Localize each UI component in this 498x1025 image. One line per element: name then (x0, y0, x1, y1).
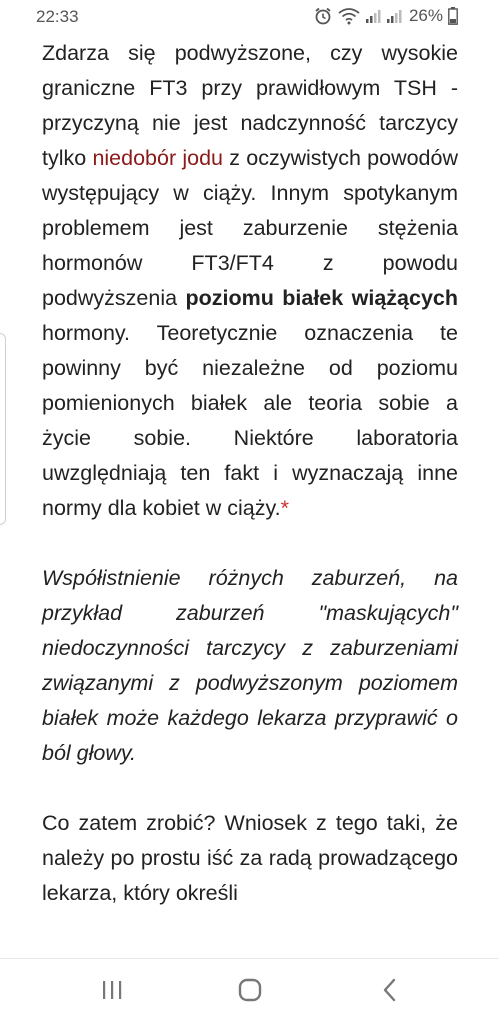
home-icon (237, 977, 263, 1008)
alarm-icon (313, 6, 333, 26)
navigation-bar (0, 958, 498, 1025)
footnote-star: * (280, 496, 289, 520)
edge-panel-handle[interactable] (0, 333, 6, 525)
back-icon (379, 977, 401, 1008)
battery-percent: 26% (408, 6, 443, 25)
p1-text-a: Zdarza się podwyższone, czy wysokie graniczne FT3 przy prawidłowym TSH - przyczyną nie jest nadczynność tarczycy tylko (42, 41, 458, 170)
wifi-icon (338, 7, 360, 25)
battery-icon (448, 7, 458, 25)
article-content (42, 36, 458, 946)
link-niedobor-jodu[interactable]: niedobór jodu (92, 146, 224, 170)
p1-text-c: hormony. Teoretycznie oznaczenia te powinny być niezależne od poziomu pomienionych białek ale teoria sobie a życie sobie. Niektóre laboratoria uwzględniają ten fakt i wyznaczają inne normy dla kobiet w ciąży. (42, 321, 458, 520)
status-icons (313, 6, 458, 26)
home-button[interactable] (230, 977, 270, 1007)
paragraph-2: Współistnienie różnych zaburzeń, na przykład zaburzeń "maskujących" niedoczynności tarczycy z zaburzeniami związanymi z podwyższonym poziomem białek może każdego lekarza przyprawić o ból głowy. (42, 566, 458, 765)
paragraph-1 (42, 36, 458, 526)
recent-apps-icon (100, 979, 124, 1006)
p1-text-b: z oczywistych powodów występujący w ciąży. Innym spotykanym problemem jest zaburzenie stężenia hormonów FT3/FT4 z powodu podwyższenia (42, 146, 458, 310)
back-button[interactable] (370, 977, 410, 1007)
status-bar (0, 0, 498, 34)
signal-icon-2 (386, 8, 402, 24)
bold-phrase: poziomu białek wiążących (185, 286, 458, 310)
recent-apps-button[interactable] (92, 977, 132, 1007)
status-time: 22:33 (36, 7, 79, 26)
signal-icon (365, 8, 381, 24)
paragraph-3: Co zatem zrobić? Wniosek z tego taki, że należy po prostu iść za radą prowadzącego lekarza, który określi (42, 811, 458, 905)
